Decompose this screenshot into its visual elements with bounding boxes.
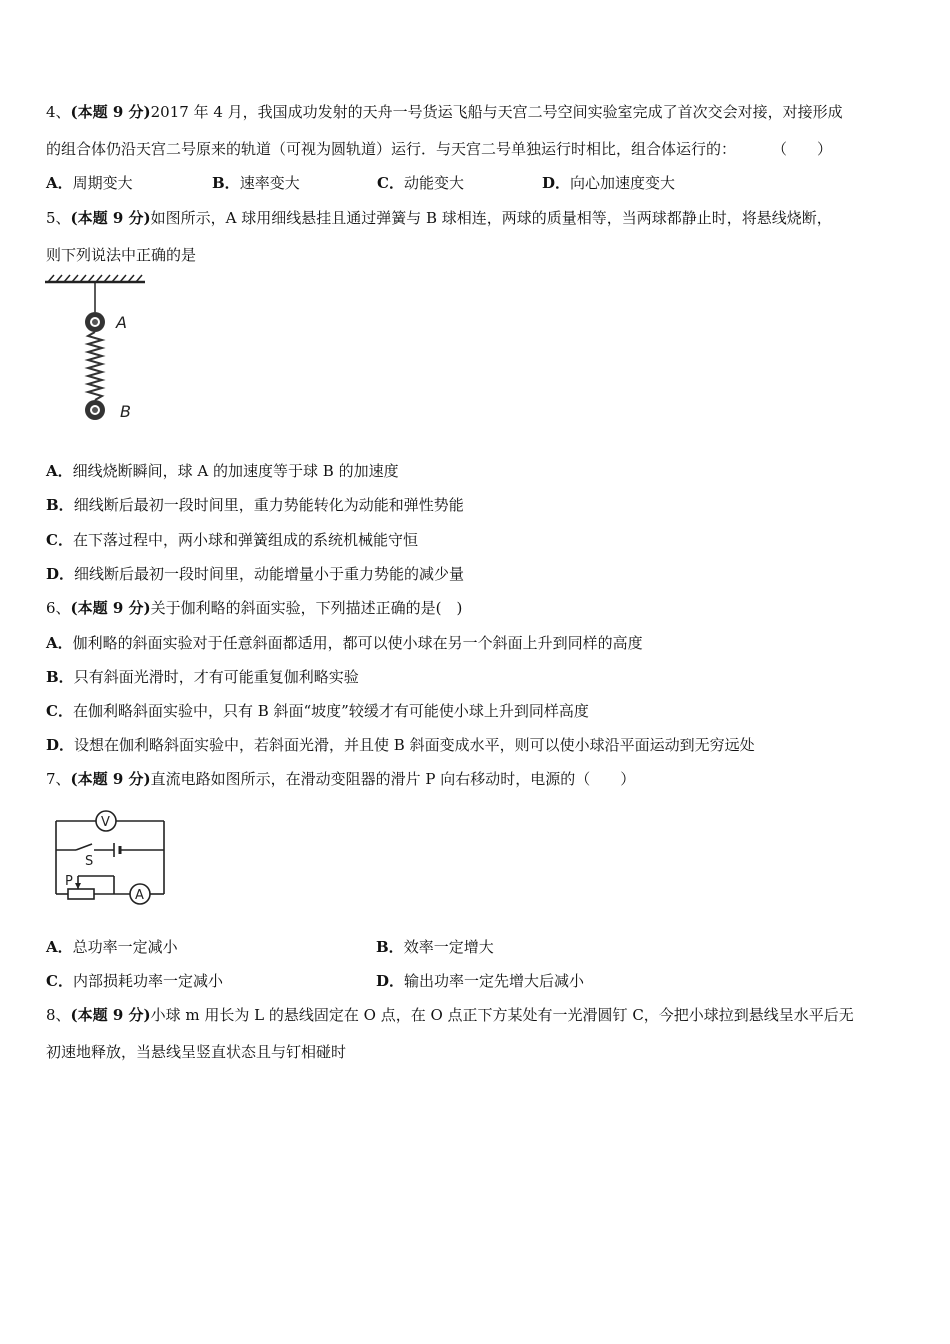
q4-paren: （ ）: [772, 140, 833, 158]
q7-option-d[interactable]: D．输出功率一定先增大后减小: [376, 972, 585, 990]
q5-score: (本题 9 分): [70, 209, 151, 227]
q5-option-c[interactable]: C．在下落过程中，两小球和弹簧组成的系统机械能守恒: [46, 531, 418, 549]
q7-line1: [46, 769, 635, 789]
q6-text-1: 关于伽利略的斜面实验，下列描述正确的是( ): [150, 599, 463, 617]
q4-option-b[interactable]: B．速率变大: [212, 174, 300, 192]
q5-text-2: 则下列说法中正确的是: [46, 246, 197, 264]
q8-text-2: 初速地释放，当悬线呈竖直状态且与钉相碰时: [46, 1043, 347, 1061]
q5-option-b[interactable]: B．细线断后最初一段时间里，重力势能转化为动能和弹性势能: [46, 496, 464, 514]
q7-text-1: 直流电路如图所示，在滑动变阻器的滑片 P 向右移动时，电源的（ ）: [150, 770, 636, 788]
q7-circuit-figure: [48, 810, 173, 905]
q4-score: (本题 9 分): [70, 103, 151, 121]
q8-score: (本题 9 分): [70, 1006, 151, 1024]
q8-text-1: 小球 m 用长为 L 的悬线固定在 O 点，在 O 点正下方某处有一光滑圆钉 C，今把小球拉到悬线呈水平后无: [150, 1006, 854, 1024]
ball-a-label: A: [116, 313, 127, 332]
q6-score: (本题 9 分): [70, 599, 151, 617]
slider-label: P: [65, 874, 73, 889]
q4-option-a[interactable]: A．周期变大: [46, 174, 133, 192]
q6-option-a[interactable]: A．伽利略的斜面实验对于任意斜面都适用，都可以使小球在另一个斜面上升到同样的高度: [46, 634, 643, 652]
ball-b-label: B: [120, 402, 131, 421]
q5-line2: [46, 245, 196, 265]
switch-label: S: [85, 854, 94, 869]
q4-line1: [46, 102, 843, 122]
q4-text-1: 2017 年 4 月，我国成功发射的天舟一号货运飞船与天宫二号空间实验室完成了首次交会对接，对接形成: [150, 103, 843, 121]
q7-option-a[interactable]: A．总功率一定减小: [46, 938, 178, 956]
ammeter-label: A: [135, 888, 144, 903]
q7-number: 7、: [46, 770, 71, 788]
q5-line1: [46, 208, 832, 228]
spring: [88, 332, 102, 400]
q7-score: (本题 9 分): [70, 770, 151, 788]
q4-text-2: 的组合体仍沿天宫二号原来的轨道（可视为圆轨道）运行．与天宫二号单独运行时相比，组合体运行的：: [46, 140, 737, 158]
q7-option-b[interactable]: B．效率一定增大: [376, 938, 494, 956]
q4-number: 4、: [46, 103, 71, 121]
q5-option-d[interactable]: D．细线断后最初一段时间里，动能增量小于重力势能的减少量: [46, 565, 465, 583]
q5-text-1: 如图所示，A 球用细线悬挂且通过弹簧与 B 球相连，两球的质量相等，当两球都静止时，将悬线烧断，: [150, 209, 832, 227]
q6-option-b[interactable]: B．只有斜面光滑时，才有可能重复伽利略实验: [46, 668, 359, 686]
q4-option-c[interactable]: C．动能变大: [377, 174, 464, 192]
q5-spring-figure: [40, 272, 160, 432]
q6-option-d[interactable]: D．设想在伽利略斜面实验中，若斜面光滑，并且使 B 斜面变成水平，则可以使小球沿平面运动到无穷远处: [46, 736, 755, 754]
q6-line1: [46, 598, 462, 618]
q7-option-c[interactable]: C．内部损耗功率一定减小: [46, 972, 223, 990]
q4-line2: [46, 139, 832, 159]
voltmeter-label: V: [101, 815, 110, 830]
q5-number: 5、: [46, 209, 71, 227]
q6-option-c[interactable]: C．在伽利略斜面实验中，只有 B 斜面“坡度”较缓才有可能使小球上升到同样高度: [46, 702, 589, 720]
q5-option-a[interactable]: A．细线烧断瞬间，球 A 的加速度等于球 B 的加速度: [46, 462, 399, 480]
q8-line1: [46, 1005, 854, 1025]
q8-number: 8、: [46, 1006, 71, 1024]
q8-line2: [46, 1042, 346, 1062]
q6-number: 6、: [46, 599, 71, 617]
q4-option-d[interactable]: D．向心加速度变大: [542, 174, 676, 192]
